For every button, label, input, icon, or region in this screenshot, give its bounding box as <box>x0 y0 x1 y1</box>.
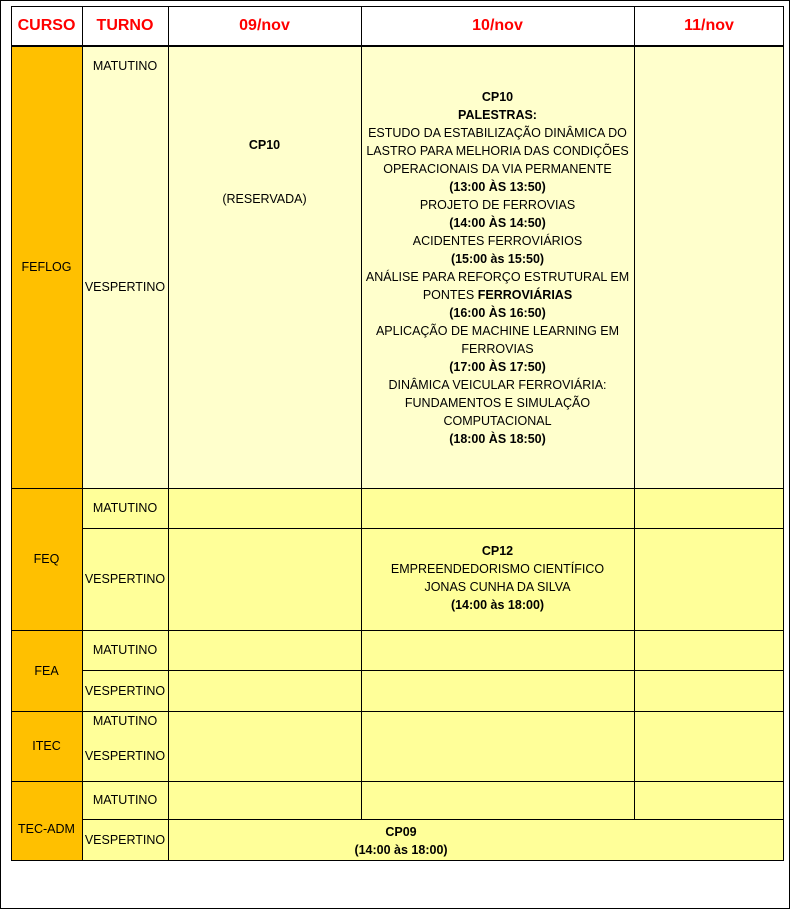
course-tecadm-label: TEC-ADM <box>18 822 75 836</box>
grid-line <box>11 6 784 7</box>
lecture-title-line: COMPUTACIONAL <box>443 414 552 428</box>
fea-vesp-10nov <box>361 670 634 711</box>
itec-matutino: MATUTINO <box>92 714 158 728</box>
header-day-10nov: 10/nov <box>361 6 634 46</box>
feq-10nov-time: (14:00 às 18:00) <box>450 598 545 612</box>
feflog-matutino: MATUTINO <box>92 59 158 73</box>
course-feq: FEQ <box>11 488 82 630</box>
fea-vesp-09nov <box>168 670 361 711</box>
feq-mat-09nov <box>168 488 361 528</box>
grid-line <box>11 488 784 489</box>
fea-mat-10nov <box>361 630 634 670</box>
feflog-10nov-room: CP10 <box>481 90 514 104</box>
feflog-09nov-content <box>168 136 361 236</box>
lecture-time: (18:00 ÀS 18:50) <box>449 432 546 446</box>
tecadm-mat-11nov <box>634 781 784 819</box>
feflog-turno-block <box>82 46 168 488</box>
grid-line <box>82 819 784 820</box>
feflog-09nov-room: CP10 <box>248 138 281 152</box>
grid-line <box>11 860 784 861</box>
grid-line <box>11 630 784 631</box>
feq-vesp-10nov <box>361 528 634 630</box>
lecture-title-line: ESTUDO DA ESTABILIZAÇÃO DINÂMICA DO <box>368 126 627 140</box>
header-curso: CURSO <box>11 6 82 46</box>
grid-line <box>11 46 784 47</box>
grid-line <box>82 670 784 671</box>
feq-vesp-11nov <box>634 528 784 630</box>
lecture-title-text: PONTES <box>422 288 475 302</box>
feq-vesp-09nov <box>168 528 361 630</box>
itec-11nov <box>634 711 784 781</box>
grid-line <box>168 6 169 861</box>
feq-10nov-room: CP12 <box>481 544 514 558</box>
lecture-title-line: FERROVIAS <box>461 342 534 356</box>
grid-line <box>361 6 362 819</box>
tecadm-vespertino: VESPERTINO <box>82 819 168 861</box>
feq-10nov-line2: JONAS CUNHA DA SILVA <box>424 580 571 594</box>
lecture-title-line: OPERACIONAIS DA VIA PERMANENTE <box>383 162 612 176</box>
tecadm-vesp-merged <box>168 819 784 861</box>
fea-vespertino: VESPERTINO <box>82 670 168 711</box>
grid-line <box>11 6 12 861</box>
fea-vesp-11nov <box>634 670 784 711</box>
feflog-10nov-content <box>361 88 634 448</box>
lecture-time: (15:00 às 15:50) <box>450 252 545 266</box>
feflog-09nov-note: (RESERVADA) <box>222 192 307 206</box>
grid-line <box>11 781 784 782</box>
tecadm-mat-10nov <box>361 781 634 819</box>
course-itec: ITEC <box>11 711 82 781</box>
itec-10nov <box>361 711 634 781</box>
course-fea: FEA <box>11 630 82 711</box>
lecture-title-line: FUNDAMENTOS E SIMULAÇÃO <box>404 396 591 410</box>
feflog-09nov <box>168 46 361 488</box>
header-turno: TURNO <box>82 6 168 46</box>
grid-line <box>634 6 635 819</box>
lecture-title-line: ACIDENTES FERROVIÁRIOS <box>412 234 583 248</box>
lecture-time: (13:00 ÀS 13:50) <box>449 180 546 194</box>
fea-matutino: MATUTINO <box>82 630 168 670</box>
feflog-vespertino: VESPERTINO <box>84 280 166 294</box>
fea-mat-09nov <box>168 630 361 670</box>
tecadm-matutino: MATUTINO <box>82 781 168 819</box>
header-day-11nov: 11/nov <box>634 6 784 46</box>
tecadm-room: CP09 <box>385 825 417 839</box>
schedule-table <box>11 6 784 861</box>
feq-mat-11nov <box>634 488 784 528</box>
tecadm-mat-09nov <box>168 781 361 819</box>
lecture-title-line: DINÂMICA VEICULAR FERROVIÁRIA: <box>388 378 607 392</box>
feq-vespertino: VESPERTINO <box>82 528 168 630</box>
tecadm-time: (14:00 às 18:00) <box>354 843 448 857</box>
lecture-title-line: PROJETO DE FERROVIAS <box>419 198 576 212</box>
lecture-title-line: LASTRO PARA MELHORIA DAS CONDIÇÕES <box>366 144 629 158</box>
feq-matutino: MATUTINO <box>82 488 168 528</box>
grid-line <box>783 6 784 861</box>
lecture-time: (16:00 ÀS 16:50) <box>449 306 546 320</box>
course-feflog: FEFLOG <box>11 46 82 488</box>
lecture-time: (17:00 ÀS 17:50) <box>449 360 546 374</box>
feflog-10nov-heading: PALESTRAS: <box>458 108 537 122</box>
lecture-title-line: ANÁLISE PARA REFORÇO ESTRUTURAL EM <box>365 270 630 284</box>
feflog-11nov <box>634 46 784 488</box>
fea-mat-11nov <box>634 630 784 670</box>
grid-line <box>11 711 784 712</box>
lecture-time: (14:00 ÀS 14:50) <box>449 216 546 230</box>
lecture-title-line: APLICAÇÃO DE MACHINE LEARNING EM <box>375 324 620 338</box>
itec-09nov <box>168 711 361 781</box>
feq-mat-10nov <box>361 488 634 528</box>
lecture-title-bold: FERROVIÁRIAS <box>477 288 573 302</box>
header-day-09nov: 09/nov <box>168 6 361 46</box>
itec-vespertino: VESPERTINO <box>84 749 166 763</box>
grid-line <box>82 6 83 861</box>
lecture-title-line <box>423 286 572 304</box>
grid-line <box>82 528 784 529</box>
feq-10nov-line1: EMPREENDEDORISMO CIENTÍFICO <box>390 562 605 576</box>
